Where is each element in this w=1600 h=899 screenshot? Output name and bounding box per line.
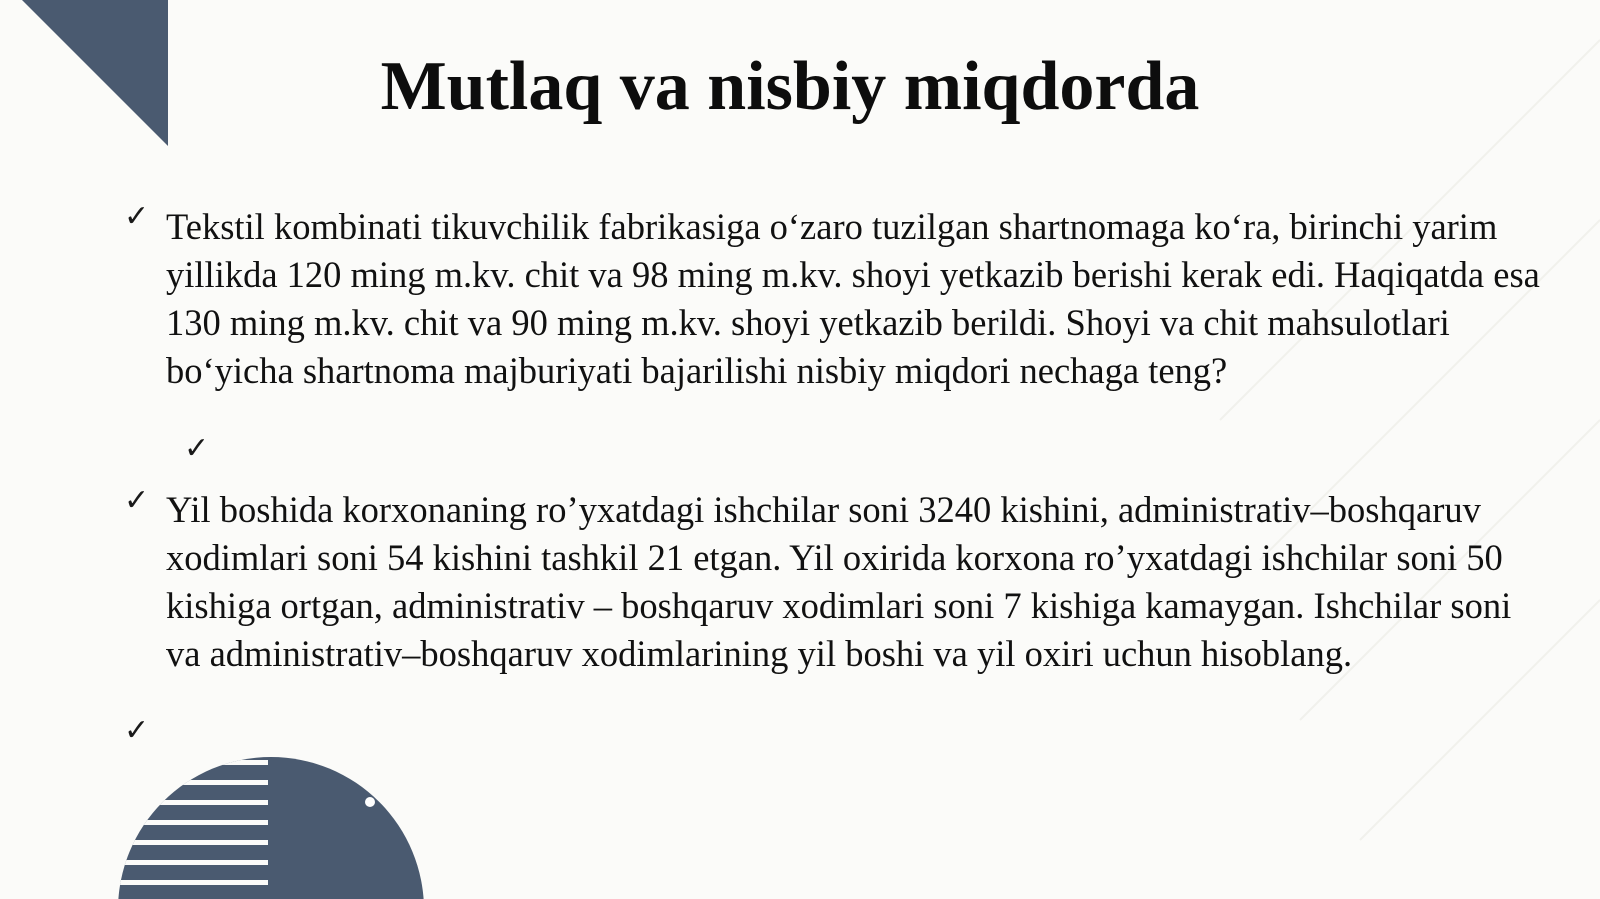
background-lines-decoration [1180,0,1600,899]
paragraph-1: Tekstil kombinati tikuvchilik fabrikasiga o‘zaro tuzilgan shartnomaga ko‘ra, birinchi yarim yillikda 120 ming m.kv. chit va 98 ming m.kv. shoyi yetkazib berishi kerak edi. Haqiqatda esa 130 ming m.kv. chit va 90 ming m.kv. shoyi yetkazib berildi. Shoyi va chit mahsulotlari bo‘yicha shartnoma majburiyati bajarilishi nisbiy miqdori nechaga teng? [166,206,1540,391]
slide-title: Mutlaq va nisbiy miqdorda [380,48,1200,125]
checkmark-icon: ✓ [124,199,150,234]
checkmark-icon: ✓ [124,713,150,748]
paragraph-2: Yil boshida korxonaning ro’yxatdagi ishchilar soni 3240 kishini, administrativ–boshqaruv xodimlari soni 54 kishini tashkil 21 etgan. Yil oxirida korxona ro’yxatdagi ishchilar soni 50 kishiga ortgan, administrativ – boshqaruv xodimlari soni 7 kishiga kamaygan. Ishchilar soni va administrativ–boshqaruv xodimlarining yil boshi va yil oxiri uchun hisoblang. [166,489,1512,674]
corner-triangle-decoration [0,0,168,146]
checkmark-icon: ✓ [124,483,150,518]
striped-circle-decoration [118,750,424,899]
checkmark-icon: ✓ [184,431,210,466]
